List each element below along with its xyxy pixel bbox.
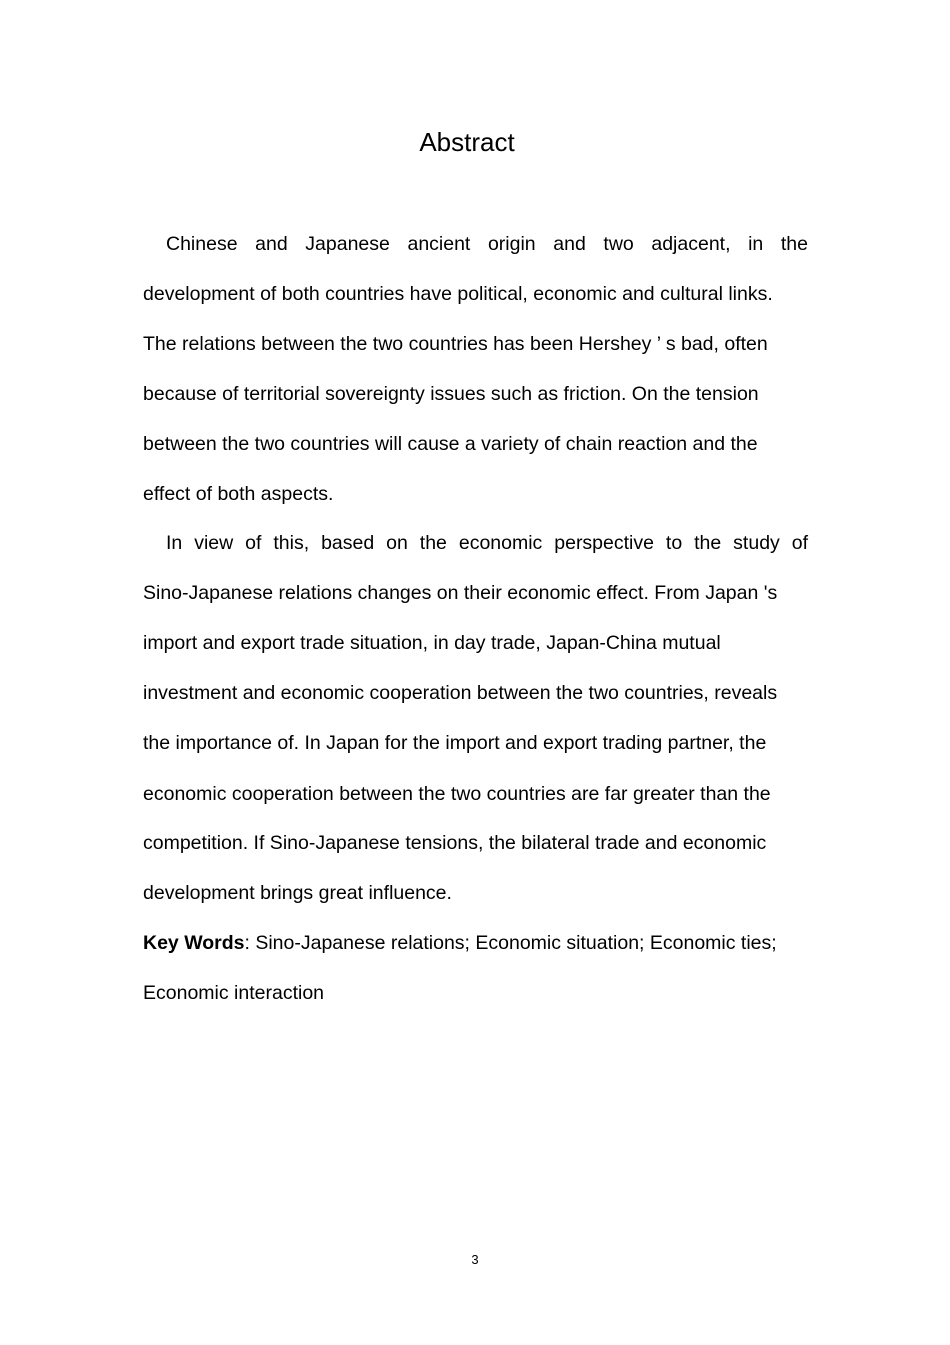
paragraph-line: because of territorial sovereignty issues such as friction. On the tension — [143, 383, 759, 405]
keywords-label: Key Words — [143, 932, 245, 954]
paragraph-line: economic cooperation between the two countries are far greater than the — [143, 783, 771, 805]
paragraph-line: competition. If Sino-Japanese tensions, the bilateral trade and economic — [143, 832, 767, 854]
paragraph-line: development brings great influence. — [143, 882, 452, 904]
paragraph-line: development of both countries have political, economic and cultural links. — [143, 283, 773, 305]
keywords-line-continued: Economic interaction — [143, 982, 325, 1004]
keywords-line — [143, 930, 823, 956]
paragraph-line: In view of this, based on the economic perspective to the study of — [166, 532, 808, 554]
paragraph-line: investment and economic cooperation between the two countries, reveals — [143, 682, 778, 704]
paragraph-line: between the two countries will cause a variety of chain reaction and the — [143, 433, 758, 455]
paragraph-line: the importance of. In Japan for the import and export trading partner, the — [143, 732, 767, 754]
keywords-separator: : — [244, 932, 250, 954]
keywords-list: Sino-Japanese relations; Economic situation; Economic ties; — [255, 932, 777, 954]
paragraph-line: The relations between the two countries has been Hershey ’ s bad, often — [143, 333, 768, 355]
paragraph-line: import and export trade situation, in day trade, Japan-China mutual — [143, 632, 721, 654]
paragraph-line: effect of both aspects. — [143, 483, 334, 505]
page-number: 3 — [471, 1252, 479, 1267]
abstract-title: Abstract — [419, 127, 515, 157]
paragraph-line: Chinese and Japanese ancient origin and two adjacent, in the — [166, 233, 808, 255]
paragraph-line: Sino-Japanese relations changes on their economic effect. From Japan 's — [143, 582, 778, 604]
